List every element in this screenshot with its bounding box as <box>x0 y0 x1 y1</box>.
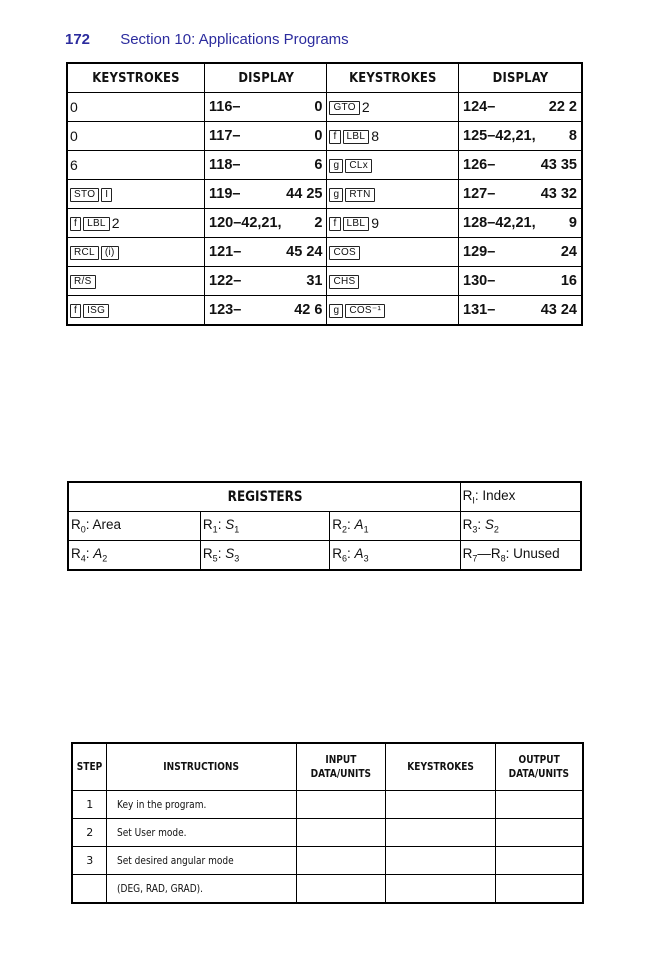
keystrokes-header: KEYSTROKES <box>386 743 495 791</box>
calculator-key-rs: R/S <box>70 275 96 289</box>
page-header <box>65 31 349 48</box>
register-cell: $R_4$: $A_2$ <box>68 541 200 571</box>
calculator-key-f: f <box>70 217 81 231</box>
register-value: Area <box>92 517 122 533</box>
display-cell <box>205 122 327 151</box>
keystroke-cell <box>327 180 459 209</box>
calculator-key-cos: COS⁻¹ <box>345 304 385 318</box>
keystroke-digit: 6 <box>70 157 78 173</box>
keycode: 44 25 <box>286 186 323 202</box>
instruction-row <box>72 791 583 819</box>
keycode: 0 <box>314 128 323 144</box>
keystroke-cell <box>67 151 205 180</box>
display-cell <box>459 238 582 267</box>
keystroke-digit: 2 <box>361 98 370 115</box>
registers-title: REGISTERS <box>95 482 432 512</box>
step-header: STEP <box>72 743 107 791</box>
register-cell: $R_5$: $S_3$ <box>200 541 329 571</box>
input-data-cell <box>296 875 386 904</box>
keystroke-cell <box>327 122 459 151</box>
output-data-cell <box>495 875 583 904</box>
calculator-key-g: g <box>329 159 343 173</box>
keystrokes-cell <box>386 791 495 819</box>
program-line-number: 120–42,21, <box>209 215 282 231</box>
input-data-cell <box>296 819 386 847</box>
program-line-number: 116– <box>209 99 241 115</box>
keycode: 43 24 <box>540 302 577 318</box>
keystroke-cell <box>327 209 459 238</box>
keystrokes-header: KEYSTROKES <box>336 63 449 93</box>
calculator-key-lbl: LBL <box>343 130 370 144</box>
keycode: 2 <box>314 215 323 231</box>
display-cell <box>205 209 327 238</box>
calculator-key-cos: COS <box>329 246 360 260</box>
instruction-row <box>72 875 583 904</box>
program-line-number: 125–42,21, <box>463 128 536 144</box>
register-cell: $R_6$: $A_3$ <box>330 541 460 571</box>
program-row <box>67 296 582 326</box>
instruction-row <box>72 819 583 847</box>
registers-table <box>67 481 582 571</box>
display-cell <box>459 267 582 296</box>
program-line-number: 117– <box>209 128 241 144</box>
keystroke-cell <box>67 180 205 209</box>
display-cell <box>459 296 582 326</box>
keycode: 43 32 <box>540 186 577 202</box>
program-row <box>67 238 582 267</box>
output-header: OUTPUT DATA/UNITS <box>495 743 583 791</box>
instruction-row <box>72 847 583 875</box>
display-cell <box>205 151 327 180</box>
program-line-number: 119– <box>209 186 241 202</box>
display-cell <box>205 180 327 209</box>
output-data-cell <box>495 819 583 847</box>
program-row <box>67 122 582 151</box>
program-row <box>67 267 582 296</box>
program-row <box>67 151 582 180</box>
register-value: S <box>225 546 235 562</box>
keystrokes-cell <box>386 819 495 847</box>
display-cell <box>205 296 327 326</box>
keystroke-cell <box>67 93 205 122</box>
keystroke-digit: 2 <box>111 214 120 231</box>
keycode: 43 35 <box>540 157 577 173</box>
display-cell <box>205 267 327 296</box>
register-value: S <box>484 517 494 533</box>
instructions-header-row <box>72 743 583 791</box>
display-cell <box>205 93 327 122</box>
instruction-text: (DEG, RAD, GRAD). <box>107 875 296 904</box>
program-line-number: 124– <box>463 99 496 115</box>
program-line-number: 130– <box>463 273 496 289</box>
keycode: 45 24 <box>286 244 323 260</box>
program-line-number: 129– <box>463 244 496 260</box>
program-listing-table <box>66 62 583 326</box>
register-value: S <box>225 517 235 533</box>
program-line-number: 127– <box>463 186 496 202</box>
step-number: 2 <box>72 819 107 847</box>
register-cell-unused: $R_7—R_8$: Unused <box>460 541 581 571</box>
keystroke-digit: 8 <box>371 127 380 144</box>
calculator-key-isg: ISG <box>83 304 109 318</box>
display-cell <box>205 238 327 267</box>
keystroke-cell <box>327 296 459 326</box>
keystrokes-cell <box>386 875 495 904</box>
keycode: 31 <box>306 273 323 289</box>
keystroke-cell <box>327 267 459 296</box>
output-data-cell <box>495 791 583 819</box>
program-line-number: 131– <box>463 302 496 318</box>
keycode: 6 <box>314 157 323 173</box>
display-cell <box>459 93 582 122</box>
register-cell: $R_0$: Area <box>68 512 200 541</box>
register-index: $R_I$: Index <box>460 482 581 512</box>
program-line-number: 126– <box>463 157 496 173</box>
calculator-key-gto: GTO <box>329 101 359 115</box>
calculator-key-sto: STO <box>70 188 99 202</box>
keycode: 24 <box>560 244 577 260</box>
step-number: 3 <box>72 847 107 875</box>
program-line-number: 118– <box>209 157 241 173</box>
keystroke-cell <box>67 238 205 267</box>
program-row <box>67 209 582 238</box>
section-title: Section 10: Applications Programs <box>120 31 349 48</box>
calculator-key-clx: CLx <box>345 159 372 173</box>
calculator-key-f: f <box>70 304 81 318</box>
step-number: 1 <box>72 791 107 819</box>
instruction-text: Set desired angular mode <box>107 847 296 875</box>
keystroke-digit: 0 <box>70 128 78 144</box>
calculator-key-f: f <box>329 217 340 231</box>
keystroke-cell <box>67 122 205 151</box>
program-line-number: 122– <box>209 273 242 289</box>
register-cell: $R_1$: $S_1$ <box>200 512 329 541</box>
keystroke-cell <box>327 151 459 180</box>
program-line-number: 121– <box>209 244 242 260</box>
register-cell: $R_2$: $A_1$ <box>330 512 460 541</box>
keycode: 9 <box>568 215 577 231</box>
program-line-number: 123– <box>209 302 242 318</box>
keycode: 16 <box>560 273 577 289</box>
calculator-key-g: g <box>329 188 343 202</box>
keycode: 8 <box>568 128 577 144</box>
register-cell: $R_3$: $S_2$ <box>460 512 581 541</box>
calculator-key-f: f <box>329 130 340 144</box>
program-line-number: 128–42,21, <box>463 215 536 231</box>
program-row <box>67 93 582 122</box>
keycode: 42 6 <box>294 302 323 318</box>
page-number: 172 <box>65 31 91 48</box>
instruction-text: Key in the program. <box>107 791 296 819</box>
keycode: 22 2 <box>548 99 577 115</box>
step-number <box>72 875 107 904</box>
program-header-row <box>67 63 582 93</box>
display-cell <box>459 122 582 151</box>
register-value: A <box>354 546 364 562</box>
keycode: 0 <box>314 99 323 115</box>
calculator-key-rtn: RTN <box>345 188 374 202</box>
keystroke-cell <box>67 267 205 296</box>
calculator-key-chs: CHS <box>329 275 359 289</box>
keystrokes-header: KEYSTROKES <box>77 63 195 93</box>
calculator-key-lbl: LBL <box>83 217 110 231</box>
display-header: DISPLAY <box>467 63 573 93</box>
output-data-cell <box>495 847 583 875</box>
keystroke-cell <box>327 93 459 122</box>
calculator-key-g: g <box>329 304 343 318</box>
calculator-key-rcl: RCL <box>70 246 99 260</box>
display-cell <box>459 209 582 238</box>
calculator-key-i: I <box>101 188 112 202</box>
register-value: A <box>354 517 364 533</box>
keystroke-digit: 0 <box>70 99 78 115</box>
keystroke-cell <box>67 209 205 238</box>
instruction-text: Set User mode. <box>107 819 296 847</box>
keystroke-digit: 9 <box>371 214 380 231</box>
input-data-cell <box>296 791 386 819</box>
keystroke-cell <box>327 238 459 267</box>
display-header: DISPLAY <box>213 63 318 93</box>
keystrokes-cell <box>386 847 495 875</box>
input-data-cell <box>296 847 386 875</box>
instructions-table <box>71 742 584 904</box>
register-value: A <box>93 546 103 562</box>
display-cell <box>459 180 582 209</box>
input-header: INPUT DATA/UNITS <box>296 743 386 791</box>
calculator-key-i: (i) <box>101 246 119 260</box>
instructions-header: INSTRUCTIONS <box>107 743 296 791</box>
calculator-key-lbl: LBL <box>343 217 370 231</box>
program-row <box>67 180 582 209</box>
keystroke-cell <box>67 296 205 326</box>
display-cell <box>459 151 582 180</box>
